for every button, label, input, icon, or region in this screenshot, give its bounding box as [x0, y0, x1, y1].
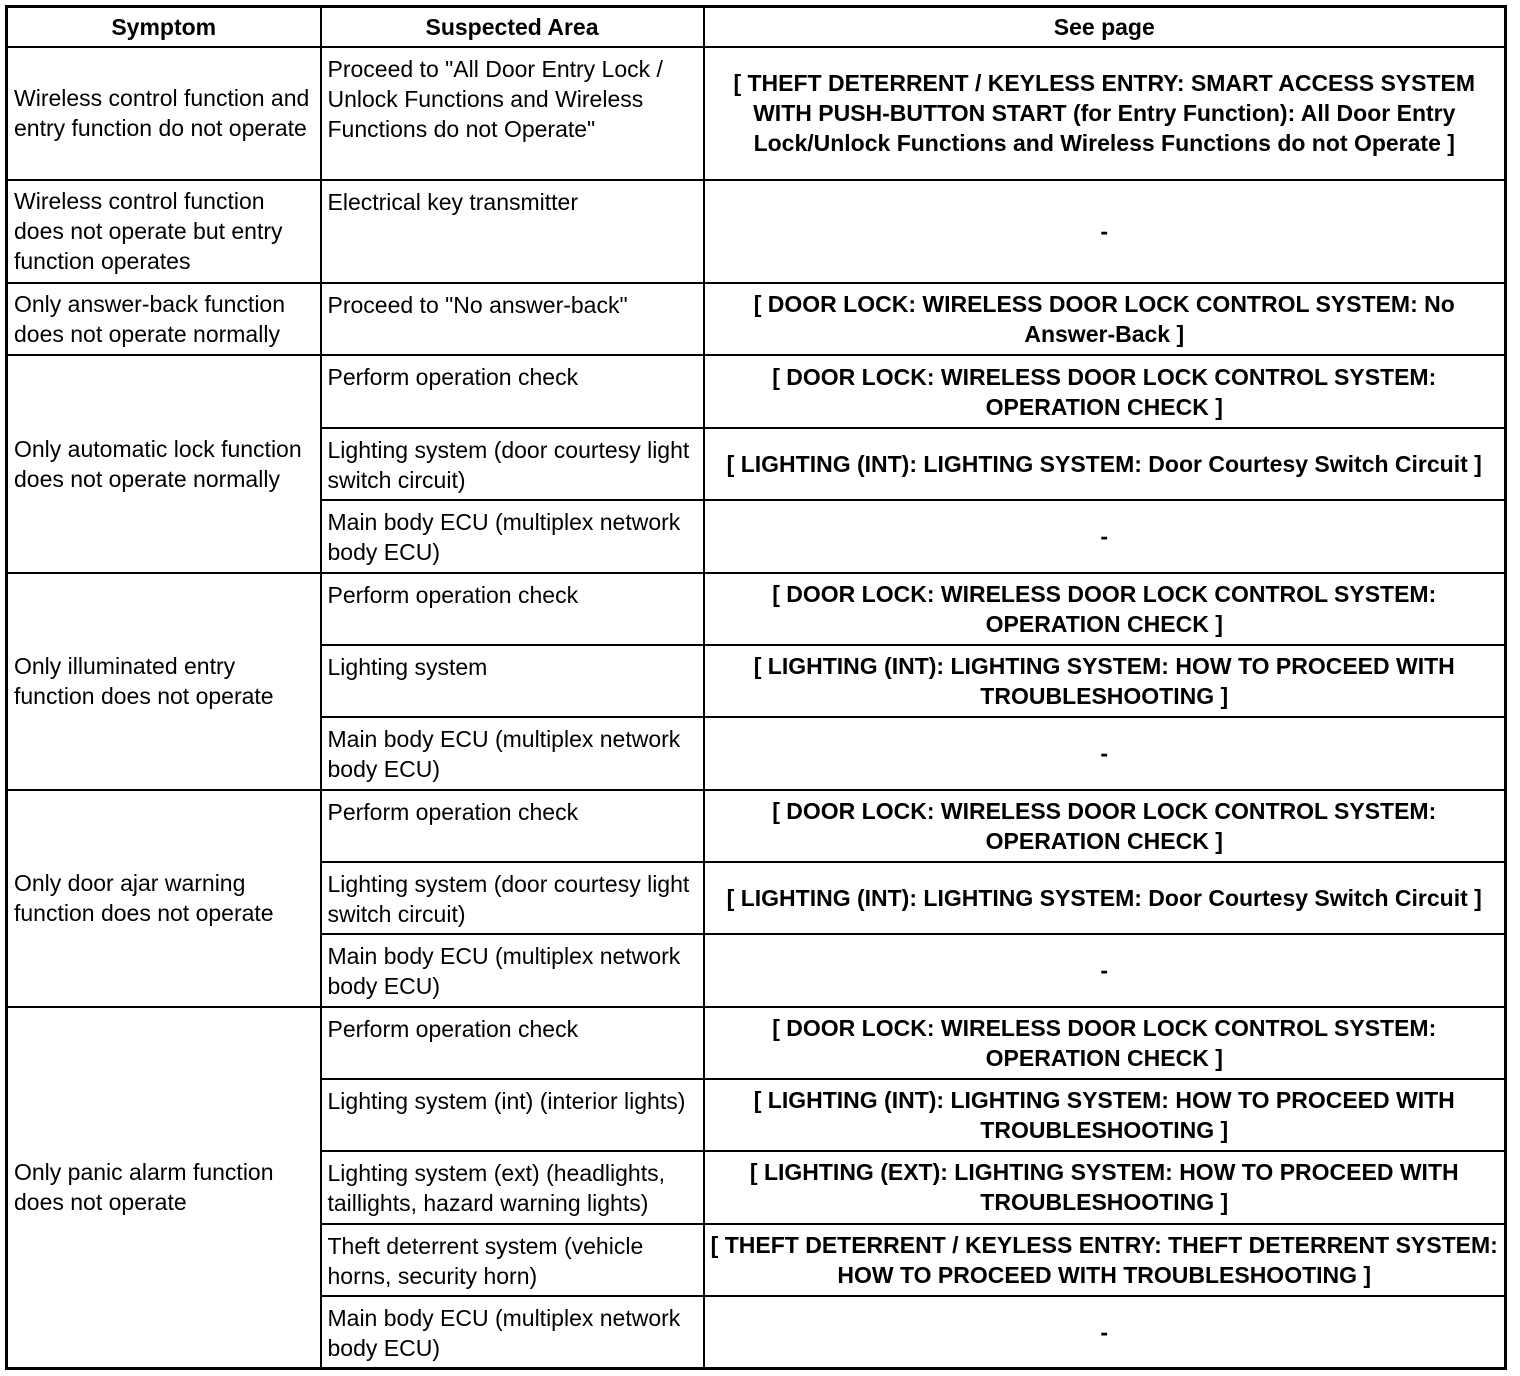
- see-page-cell: [ THEFT DETERRENT / KEYLESS ENTRY: SMART ACCESS SYSTEM WITH PUSH-BUTTON START (for Entry Function): All Door Entry Lock/Unlock Functions and Wireless Functions do not Operate ]: [704, 47, 1506, 180]
- see-page-cell: [ LIGHTING (INT): LIGHTING SYSTEM: HOW TO PROCEED WITH TROUBLESHOOTING ]: [704, 645, 1506, 717]
- suspected-area-cell: Perform operation check: [321, 790, 704, 862]
- suspected-area-cell: Lighting system (int) (interior lights): [321, 1079, 704, 1151]
- symptom-cell: Only door ajar warning function does not operate: [7, 790, 321, 1007]
- table-row: [7, 790, 1506, 862]
- header-symptom: Symptom: [7, 7, 321, 48]
- see-page-cell: -: [704, 934, 1506, 1006]
- suspected-area-cell: Perform operation check: [321, 573, 704, 645]
- see-page-cell: [ DOOR LOCK: WIRELESS DOOR LOCK CONTROL SYSTEM: No Answer-Back ]: [704, 283, 1506, 355]
- suspected-area-cell: Lighting system: [321, 645, 704, 717]
- suspected-area-cell: Lighting system (door courtesy light switch circuit): [321, 862, 704, 934]
- table-row: [7, 573, 1506, 645]
- see-page-cell: [ LIGHTING (INT): LIGHTING SYSTEM: HOW TO PROCEED WITH TROUBLESHOOTING ]: [704, 1079, 1506, 1151]
- suspected-area-cell: Lighting system (ext) (headlights, taillights, hazard warning lights): [321, 1151, 704, 1223]
- suspected-area-cell: Perform operation check: [321, 1007, 704, 1079]
- symptom-cell: Wireless control function and entry function do not operate: [7, 47, 321, 180]
- suspected-area-cell: Theft deterrent system (vehicle horns, security horn): [321, 1224, 704, 1296]
- symptom-cell: Only panic alarm function does not operate: [7, 1007, 321, 1369]
- table-row: [7, 355, 1506, 427]
- see-page-cell: [ THEFT DETERRENT / KEYLESS ENTRY: THEFT DETERRENT SYSTEM: HOW TO PROCEED WITH TROUBLESHOOTING ]: [704, 1224, 1506, 1296]
- symptom-cell: Only automatic lock function does not operate normally: [7, 355, 321, 572]
- see-page-cell: [ LIGHTING (INT): LIGHTING SYSTEM: Door Courtesy Switch Circuit ]: [704, 862, 1506, 934]
- see-page-cell: -: [704, 180, 1506, 284]
- see-page-cell: [ DOOR LOCK: WIRELESS DOOR LOCK CONTROL SYSTEM: OPERATION CHECK ]: [704, 1007, 1506, 1079]
- see-page-cell: [ DOOR LOCK: WIRELESS DOOR LOCK CONTROL SYSTEM: OPERATION CHECK ]: [704, 790, 1506, 862]
- see-page-cell: -: [704, 1296, 1506, 1369]
- suspected-area-cell: Lighting system (door courtesy light switch circuit): [321, 428, 704, 500]
- see-page-cell: -: [704, 500, 1506, 572]
- symptom-cell: Only illuminated entry function does not operate: [7, 573, 321, 790]
- suspected-area-cell: Main body ECU (multiplex network body ECU): [321, 500, 704, 572]
- suspected-area-cell: Electrical key transmitter: [321, 180, 704, 284]
- table-row: [7, 47, 1506, 180]
- see-page-cell: -: [704, 717, 1506, 789]
- header-row: [7, 7, 1506, 48]
- table-row: [7, 1007, 1506, 1079]
- suspected-area-cell: Proceed to "All Door Entry Lock / Unlock Functions and Wireless Functions do not Operate": [321, 47, 704, 180]
- header-see-page: See page: [704, 7, 1506, 48]
- see-page-cell: [ LIGHTING (INT): LIGHTING SYSTEM: Door Courtesy Switch Circuit ]: [704, 428, 1506, 500]
- suspected-area-cell: Proceed to "No answer-back": [321, 283, 704, 355]
- suspected-area-cell: Perform operation check: [321, 355, 704, 427]
- troubleshooting-table: [5, 5, 1507, 1370]
- suspected-area-cell: Main body ECU (multiplex network body ECU): [321, 934, 704, 1006]
- suspected-area-cell: Main body ECU (multiplex network body ECU): [321, 717, 704, 789]
- see-page-cell: [ LIGHTING (EXT): LIGHTING SYSTEM: HOW TO PROCEED WITH TROUBLESHOOTING ]: [704, 1151, 1506, 1223]
- see-page-cell: [ DOOR LOCK: WIRELESS DOOR LOCK CONTROL SYSTEM: OPERATION CHECK ]: [704, 355, 1506, 427]
- header-suspected-area: Suspected Area: [321, 7, 704, 48]
- table-row: [7, 283, 1506, 355]
- see-page-cell: [ DOOR LOCK: WIRELESS DOOR LOCK CONTROL SYSTEM: OPERATION CHECK ]: [704, 573, 1506, 645]
- symptom-cell: Only answer-back function does not operate normally: [7, 283, 321, 355]
- table-row: [7, 180, 1506, 284]
- symptom-cell: Wireless control function does not operate but entry function operates: [7, 180, 321, 284]
- suspected-area-cell: Main body ECU (multiplex network body ECU): [321, 1296, 704, 1369]
